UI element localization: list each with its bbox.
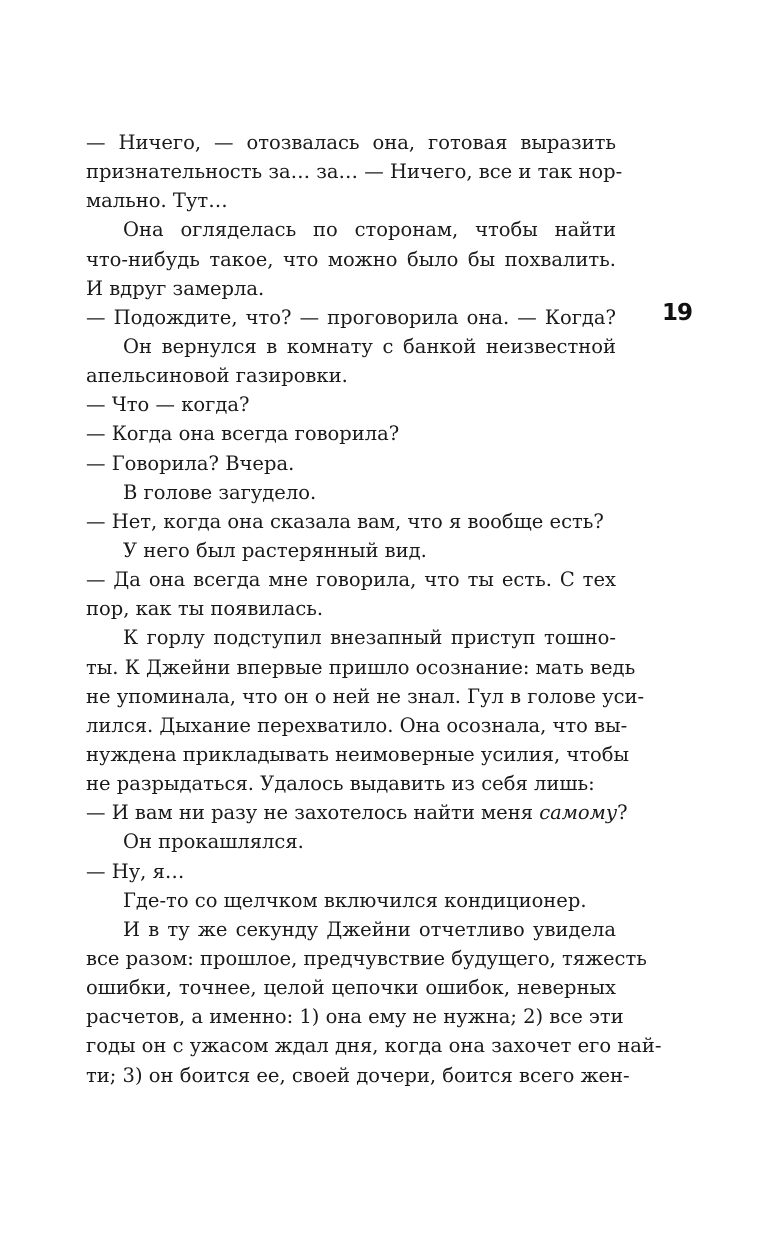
text-line: нуждена прикладывать неимоверные усилия, чтобы bbox=[86, 742, 630, 766]
line-tail: ? bbox=[617, 801, 628, 825]
text-line: — Да она всегда мне говорила, что ты есть. С тех bbox=[86, 568, 616, 592]
text-line: — Подождите, что? — проговорила она. — Когда? bbox=[86, 305, 616, 329]
text-line: расчетов, а именно: 1) она ему не нужна; 2) все эти bbox=[86, 1005, 624, 1029]
line-text: — И вам ни разу не захотелось найти меня bbox=[86, 801, 540, 825]
text-line: не разрыдаться. Удалось выдавить из себя лишь: bbox=[86, 772, 595, 796]
text-line: признательность за… за… — Ничего, все и так нор- bbox=[86, 160, 623, 184]
text-line: И в ту же секунду Джейни отчетливо увидела bbox=[123, 917, 616, 941]
text-line: ошибки, точнее, целой цепочки ошибок, неверных bbox=[86, 976, 616, 1000]
text-line: лился. Дыхание перехватило. Она осознала, что вы- bbox=[86, 713, 628, 737]
text-line: — Говорила? Вчера. bbox=[86, 451, 295, 475]
text-line: — Что — когда? bbox=[86, 393, 250, 417]
body-text bbox=[86, 128, 662, 1090]
text-line: — Нет, когда она сказала вам, что я вообще есть? bbox=[86, 509, 604, 533]
text-line: годы он с ужасом ждал дня, когда она захочет его най- bbox=[86, 1034, 662, 1058]
text-line: все разом: прошлое, предчувствие будущего, тяжесть bbox=[86, 946, 647, 970]
text-line: ти; 3) он боится ее, своей дочери, боится всего жен- bbox=[86, 1063, 630, 1087]
text-line: что-нибудь такое, что можно было бы похвалить. bbox=[86, 247, 616, 271]
page-number: 19 bbox=[662, 300, 693, 326]
text-line: пор, как ты появилась. bbox=[86, 597, 324, 621]
text-line: ты. К Джейни впервые пришло осознание: мать ведь bbox=[86, 655, 636, 679]
text-line: Он вернулся в комнату с банкой неизвестной bbox=[123, 334, 616, 358]
text-line: Он прокашлялся. bbox=[123, 830, 304, 854]
text-line: В голове загудело. bbox=[123, 480, 317, 504]
text-line: — Ничего, — отозвалась она, готовая выразить bbox=[86, 131, 616, 154]
text-line: Где-то со щелчком включился кондиционер. bbox=[123, 888, 587, 912]
text-line: Она огляделась по сторонам, чтобы найти bbox=[123, 218, 616, 242]
italic-emphasis: самому bbox=[539, 801, 618, 825]
text-line: У него был растерянный вид. bbox=[123, 538, 427, 562]
text-line: не упоминала, что он о ней не знал. Гул в голове уси- bbox=[86, 684, 645, 708]
text-line: — Когда она всегда говорила? bbox=[86, 422, 400, 446]
text-line: апельсиновой газировки. bbox=[86, 364, 348, 388]
text-line-with-italic bbox=[86, 798, 628, 827]
text-line: К горлу подступил внезапный приступ тошно- bbox=[123, 626, 616, 650]
text-line: И вдруг замерла. bbox=[86, 276, 265, 300]
text-line: — Ну, я… bbox=[86, 859, 185, 883]
text-line: мально. Тут… bbox=[86, 189, 228, 213]
